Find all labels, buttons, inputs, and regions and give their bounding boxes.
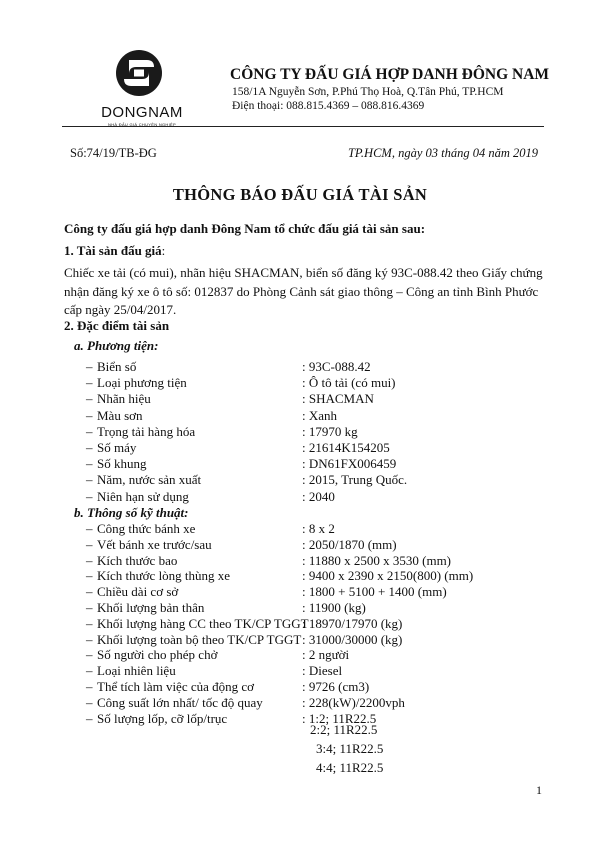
spec-row (0, 600, 600, 616)
spec-value: : 228(kW)/2200vph (302, 694, 405, 710)
spec-label: Năm, nước sản xuất (97, 472, 202, 488)
bullet-dash: – (86, 472, 93, 488)
bullet-dash: – (86, 552, 93, 568)
company-phone: Điện thoại: 088.815.4369 – 088.816.4369 (232, 100, 425, 112)
document-date: TP.HCM, ngày 03 tháng 04 năm 2019 (347, 146, 538, 160)
document-number: Số:74/19/TB-ĐG (70, 146, 157, 160)
section-1-heading-text: 1. Tài sản đấu giá (64, 243, 162, 258)
bullet-dash: – (86, 679, 93, 694)
bullet-dash: – (86, 600, 93, 615)
spec-row (0, 537, 600, 553)
spec-label: Chiều dài cơ sở (97, 584, 179, 600)
spec-row (0, 456, 600, 472)
subsection-b-heading: b. Thông số kỹ thuật: (74, 505, 189, 520)
spec-value: : 2 người (302, 647, 350, 663)
spec-label: Khối lượng bản thân (97, 600, 205, 615)
spec-value: : 21614K154205 (302, 440, 390, 455)
spec-label: Vết bánh xe trước/sau (97, 536, 212, 552)
spec-label: Thể tích làm việc của động cơ (97, 679, 255, 694)
spec-value: : Xanh (302, 407, 338, 423)
spec-row (0, 632, 600, 648)
spec-row (0, 424, 600, 440)
spec-value: : 1:2; 11R22.5 (302, 710, 377, 726)
spec-row (0, 584, 600, 600)
bullet-dash: – (86, 488, 93, 504)
spec-value: : DN61FX006459 (302, 456, 397, 472)
bullet-dash: – (86, 521, 93, 536)
bullet-dash: – (86, 584, 93, 600)
spec-label: Công thức bánh xe (97, 521, 196, 536)
bullet-dash: – (86, 440, 93, 455)
spec-row (0, 489, 600, 505)
spec-value: : 9400 x 2390 x 2150(800) (mm) (302, 568, 474, 584)
spec-label: Màu sơn (97, 407, 143, 423)
bullet-dash: – (86, 710, 93, 726)
spec-row (0, 521, 600, 537)
section-2-heading: 2. Đặc điểm tài sản (64, 318, 170, 333)
bullet-dash: – (86, 456, 93, 472)
spec-row (0, 568, 600, 584)
bullet-dash: – (86, 391, 93, 407)
spec-label: Số máy (97, 440, 137, 455)
spec-value: : Diesel (302, 663, 343, 679)
company-name: CÔNG TY ĐẤU GIÁ HỢP DANH ĐÔNG NAM (230, 66, 550, 83)
spec-value: : 11880 x 2500 x 3530 (mm) (302, 552, 452, 568)
bullet-dash: – (86, 359, 93, 374)
company-address: 158/1A Nguyễn Sơn, P.Phú Thọ Hoà, Q.Tân Phú, TP.HCM (232, 86, 504, 98)
bullet-dash: – (86, 663, 93, 679)
section-1-heading (64, 243, 165, 259)
asset-description-line: Chiếc xe tải (có mui), nhãn hiệu SHACMAN, biển số đăng ký 93C-088.42 theo Giấy chứng (64, 265, 543, 280)
asset-description (64, 264, 554, 320)
spec-label: Nhãn hiệu (97, 391, 151, 407)
spec-value: : 18970/17970 (kg) (302, 615, 403, 631)
spec-label: Công suất lớn nhất/ tốc độ quay (97, 694, 263, 710)
spec-row (0, 695, 600, 711)
spec-label: Biển số (97, 359, 137, 374)
spec-label: Loại nhiên liệu (97, 663, 176, 679)
tire-spec-continuation: 4:4; 11R22.5 (316, 760, 384, 775)
subsection-a-heading: a. Phương tiện: (74, 338, 159, 353)
spec-value: : 2040 (302, 488, 335, 504)
spec-value: : 2015, Trung Quốc. (302, 472, 408, 488)
tire-spec-continuation: 3:4; 11R22.5 (316, 741, 384, 756)
asset-description-line: cấp ngày 25/04/2017. (64, 302, 177, 317)
bullet-dash: – (86, 423, 93, 439)
spec-label: Khối lượng toàn bộ theo TK/CP TGGT (97, 631, 302, 647)
spec-row (0, 663, 600, 679)
asset-description-line: nhận đăng ký xe ô tô số: 012837 do Phòng Cảnh sát giao thông – Công an tỉnh Bình Phước (64, 283, 539, 299)
spec-value: : 17970 kg (302, 423, 358, 439)
spec-label: Số người cho phép chở (97, 647, 218, 663)
intro-line: Công ty đấu giá hợp danh Đông Nam tổ chức đấu giá tài sản sau: (64, 221, 426, 236)
bullet-dash: – (86, 375, 93, 391)
spec-row (0, 440, 600, 456)
tire-spec-continuation: 2:2; 11R22.5 (310, 722, 378, 737)
spec-value: : 9726 (cm3) (302, 679, 370, 694)
document-title: THÔNG BÁO ĐẤU GIÁ TÀI SẢN (172, 185, 428, 204)
spec-label: Trọng tải hàng hóa (97, 423, 196, 439)
spec-row (0, 711, 600, 727)
spec-value: : 1800 + 5100 + 1400 (mm) (302, 584, 447, 600)
spec-label: Kích thước lòng thùng xe (97, 568, 231, 584)
bullet-dash: – (86, 568, 93, 584)
spec-value: : 31000/30000 (kg) (302, 631, 403, 647)
spec-row (0, 375, 600, 391)
spec-label: Số khung (97, 456, 147, 472)
spec-value: : Ô tô tải (có mui) (302, 375, 396, 391)
section-1-heading-colon: : (161, 243, 166, 258)
spec-row (0, 553, 600, 569)
bullet-dash: – (86, 615, 93, 631)
bullet-dash: – (86, 647, 93, 663)
spec-value: : 11900 (kg) (302, 600, 366, 615)
spec-value: : SHACMAN (302, 391, 374, 407)
bullet-dash: – (86, 631, 93, 647)
spec-label: Khối lượng hàng CC theo TK/CP TGGT (97, 615, 309, 631)
bullet-dash: – (86, 694, 93, 710)
bullet-dash: – (86, 536, 93, 552)
spec-row (0, 647, 600, 663)
spec-row (0, 472, 600, 488)
spec-label: Kích thước bao (97, 552, 178, 568)
spec-label: Niên hạn sử dụng (97, 488, 189, 504)
header-divider (62, 126, 544, 127)
bullet-dash: – (86, 407, 93, 423)
spec-row (0, 408, 600, 424)
spec-row (0, 391, 600, 407)
logo-text: DONGNAM (101, 104, 183, 121)
spec-row (0, 679, 600, 695)
spec-label: Loại phương tiện (97, 375, 187, 391)
spec-value: : 8 x 2 (302, 521, 335, 536)
dongnam-logo-icon (114, 48, 164, 98)
spec-label: Số lượng lốp, cỡ lốp/trục (97, 710, 228, 726)
page-number: 1 (536, 783, 542, 797)
spec-row (0, 616, 600, 632)
spec-value: : 93C-088.42 (302, 359, 371, 374)
spec-row (0, 359, 600, 375)
spec-value: : 2050/1870 (mm) (302, 536, 397, 552)
logo-tagline: NHÀ ĐẤU GIÁ CHUYÊN NGHIỆP (108, 122, 176, 127)
